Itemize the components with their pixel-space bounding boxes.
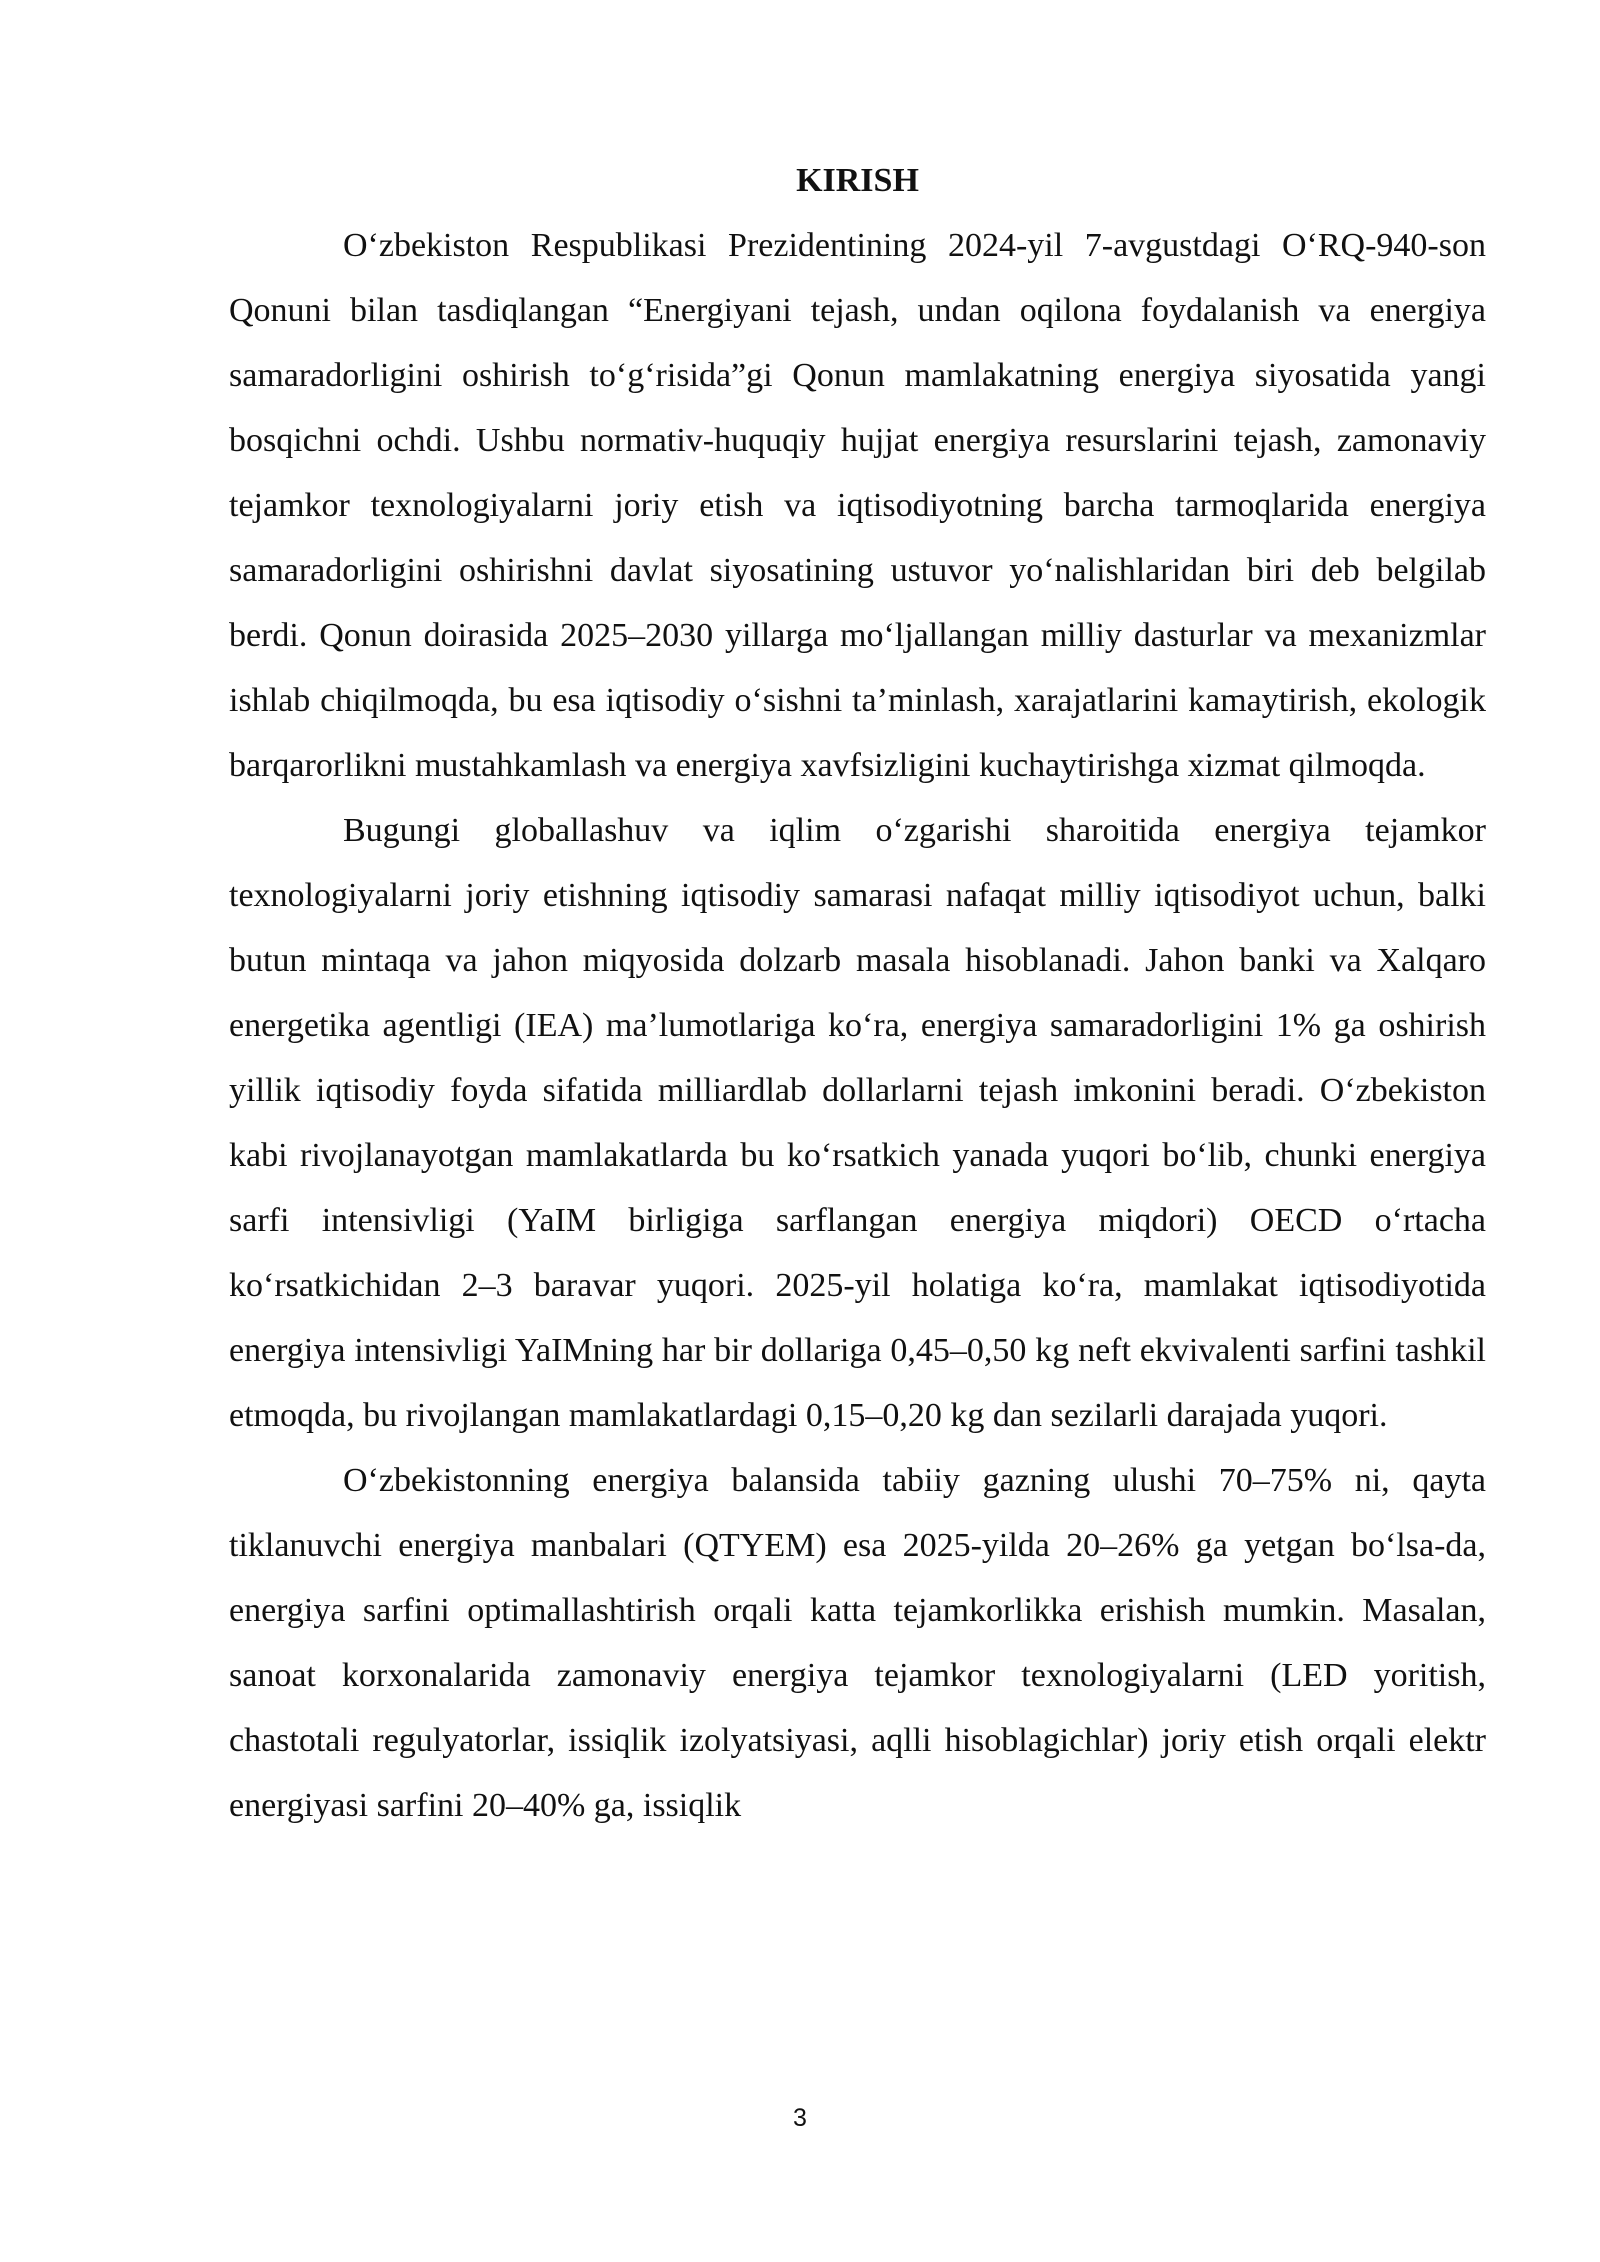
paragraph-3: O‘zbekistonning energiya balansida tabiiy gazning ulushi 70–75% ni, qayta tiklanuvchi energiya manbalari (QTYEM) esa 2025-yilda 20–26% ga yetgan bo‘lsa-da, energiya sarfini optimallashtirish orqali katta tejamkorlikka erishish mumkin. Masalan, sanoat korxonalarida zamonaviy energiya tejamkor texnologiyalarni (LED yoritish, chastotali regulyatorlar, issiqlik izolyatsiyasi, aqlli hisoblagichlar) joriy etish orqali elektr energiyasi sarfini 20–40% ga, issiqlik: [229, 1462, 1486, 1824]
page-content: [229, 148, 1486, 1838]
section-title: KIRISH: [796, 162, 919, 199]
page-number: 3: [793, 2104, 807, 2132]
paragraph-1: O‘zbekiston Respublikasi Prezidentining 2024-yil 7-avgustdagi O‘RQ-940-son Qonuni bilan tasdiqlangan “Energiyani tejash, undan oqilona foydalanish va energiya samaradorligini oshirish to‘g‘risida”gi Qonun mamlakatning energiya siyosatida yangi bosqichni ochdi. Ushbu normativ-huquqiy hujjat energiya resurslarini tejash, zamonaviy tejamkor texnologiyalarni joriy etish va iqtisodiyotning barcha tarmoqlarida energiya samaradorligini oshirishni davlat siyosatining ustuvor yo‘nalishlaridan biri deb belgilab berdi. Qonun doirasida 2025–2030 yillarga mo‘ljallangan milliy dasturlar va mexanizmlar ishlab chiqilmoqda, bu esa iqtisodiy o‘sishni ta’minlash, xarajatlarini kamaytirish, ekologik barqarorlikni mustahkamlash va energiya xavfsizligini kuchaytirishga xizmat qilmoqda.: [229, 227, 1486, 784]
paragraph-2: Bugungi globallashuv va iqlim o‘zgarishi sharoitida energiya tejamkor texnologiyalarni joriy etishning iqtisodiy samarasi nafaqat milliy iqtisodiyot uchun, balki butun mintaqa va jahon miqyosida dolzarb masala hisoblanadi. Jahon banki va Xalqaro energetika agentligi (IEA) ma’lumotlariga ko‘ra, energiya samaradorligini 1% ga oshirish yillik iqtisodiy foyda sifatida milliardlab dollarlarni tejash imkonini beradi. O‘zbekiston kabi rivojlanayotgan mamlakatlarda bu ko‘rsatkich yanada yuqori bo‘lib, chunki energiya sarfi intensivligi (YaIM birligiga sarflangan energiya miqdori) OECD o‘rtacha ko‘rsatkichidan 2–3 baravar yuqori. 2025-yil holatiga ko‘ra, mamlakat iqtisodiyotida energiya intensivligi YaIMning har bir dollariga 0,45–0,50 kg neft ekvivalenti sarfini tashkil etmoqda, bu rivojlangan mamlakatlardagi 0,15–0,20 kg dan sezilarli darajada yuqori.: [229, 812, 1486, 1434]
